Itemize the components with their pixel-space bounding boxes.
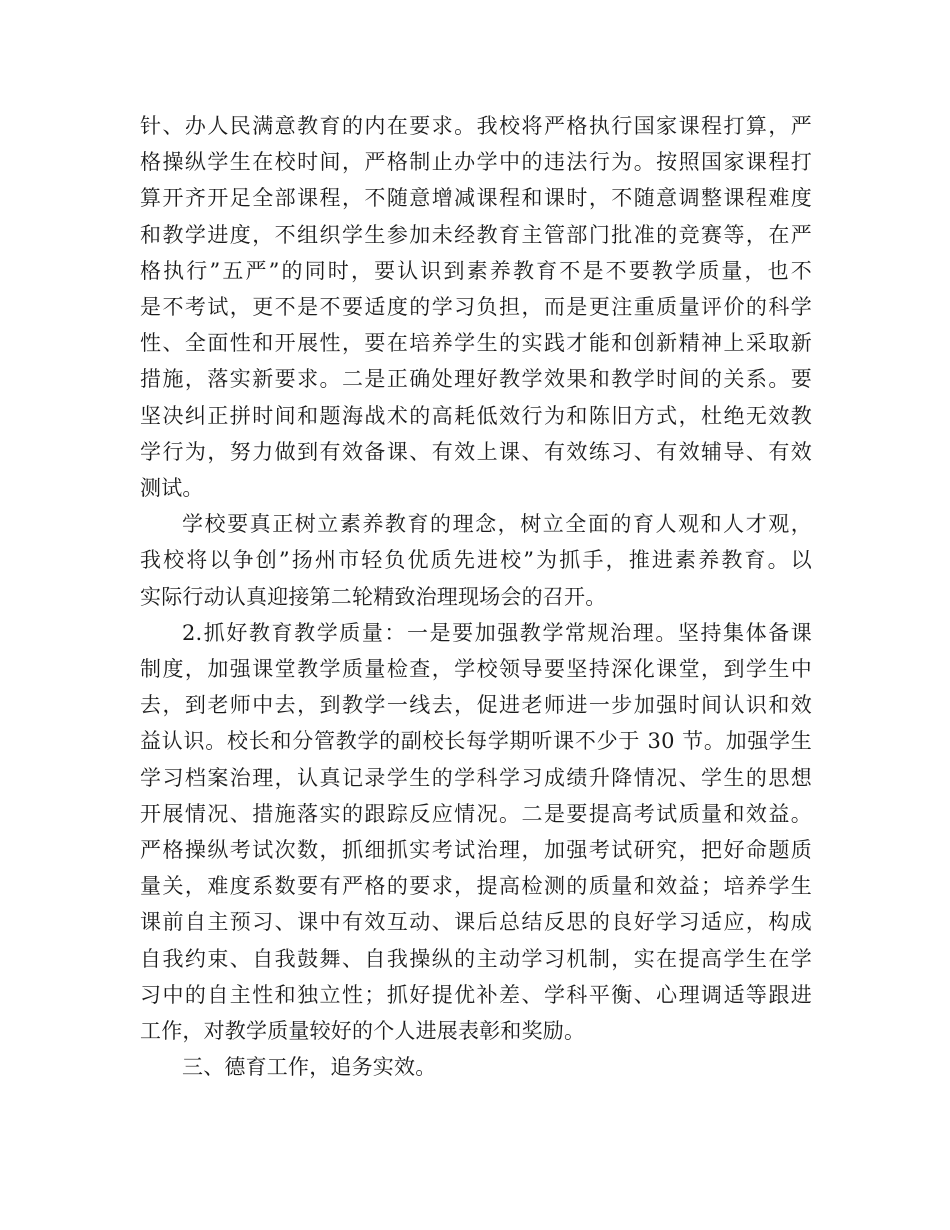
text-line: 三、德育工作，追务实效。 (182, 1055, 437, 1080)
text-line: 严格操纵考试次数，抓细抓实考试治理，加强考试研究，把好命题质 (140, 838, 812, 863)
text-line: 习中的自主性和独立性；抓好提优补差、学科平衡、心理调适等跟进 (140, 982, 812, 1007)
text-line: 算开齐开足全部课程，不随意增减课程和课时，不随意调整课程难度 (140, 186, 812, 211)
text-line: 量关，难度系数要有严格的要求，提高检测的质量和效益；培养学生 (140, 874, 812, 899)
section-heading (140, 1049, 812, 1085)
text-line: 课前自主预习、课中有效互动、课后总结反思的良好学习适应，构成 (140, 910, 812, 935)
text-line: 学行为，努力做到有效备课、有效上课、有效练习、有效辅导、有效 (140, 439, 812, 464)
text-line: 工作，对教学质量较好的个人进展表彰和奖励。 (140, 1019, 586, 1044)
text-line: 我校将以争创”扬州市轻负优质先进校”为抓手，推进素养教育。以 (140, 548, 812, 573)
text-line: 和教学进度，不组织学生参加未经教育主管部门批准的竞赛等，在严 (140, 222, 812, 247)
text-line: 学校要真正树立素养教育的理念，树立全面的育人观和人才观， (182, 512, 812, 537)
text-line: 开展情况、措施落实的跟踪反应情况。二是要提高考试质量和效益。 (140, 801, 812, 826)
text-line: 去，到老师中去，到教学一线去，促进老师进一步加强时间认识和效 (140, 693, 812, 718)
paragraph-2 (140, 506, 812, 615)
text-line: 自我约束、自我鼓舞、自我操纵的主动学习机制，实在提高学生在学 (140, 946, 812, 971)
text-line: 实际行动认真迎接第二轮精致治理现场会的召开。 (140, 584, 607, 609)
text-line: 是不考试，更不是不要适度的学习负担，而是更注重质量评价的科学 (140, 295, 812, 320)
text-line: 益认识。校长和分管教学的副校长每学期听课不少于 30 节。加强学生 (140, 729, 812, 754)
document-body (140, 108, 812, 1085)
text-line: 学习档案治理，认真记录学生的学科学习成绩升降情况、学生的思想 (140, 765, 812, 790)
text-line: 措施，落实新要求。二是正确处理好教学效果和教学时间的关系。要 (140, 367, 812, 392)
paragraph-3 (140, 615, 812, 1049)
text-line: 2.抓好教育教学质量：一是要加强教学常规治理。坚持集体备课 (182, 620, 812, 645)
text-line: 测试。 (140, 476, 204, 501)
text-line: 性、全面性和开展性，要在培养学生的实践才能和创新精神上采取新 (140, 331, 812, 356)
paragraph-1 (140, 108, 812, 506)
text-line: 制度，加强课堂教学质量检查，学校领导要坚持深化课堂，到学生中 (140, 657, 812, 682)
text-line: 坚决纠正拼时间和题海战术的高耗低效行为和陈旧方式，杜绝无效教 (140, 403, 812, 428)
text-line: 格操纵学生在校时间，严格制止办学中的违法行为。按照国家课程打 (140, 150, 812, 175)
text-line: 格执行”五严”的同时，要认识到素养教育不是不要教学质量，也不 (140, 258, 812, 283)
text-line: 针、办人民满意教育的内在要求。我校将严格执行国家课程打算，严 (140, 114, 812, 138)
